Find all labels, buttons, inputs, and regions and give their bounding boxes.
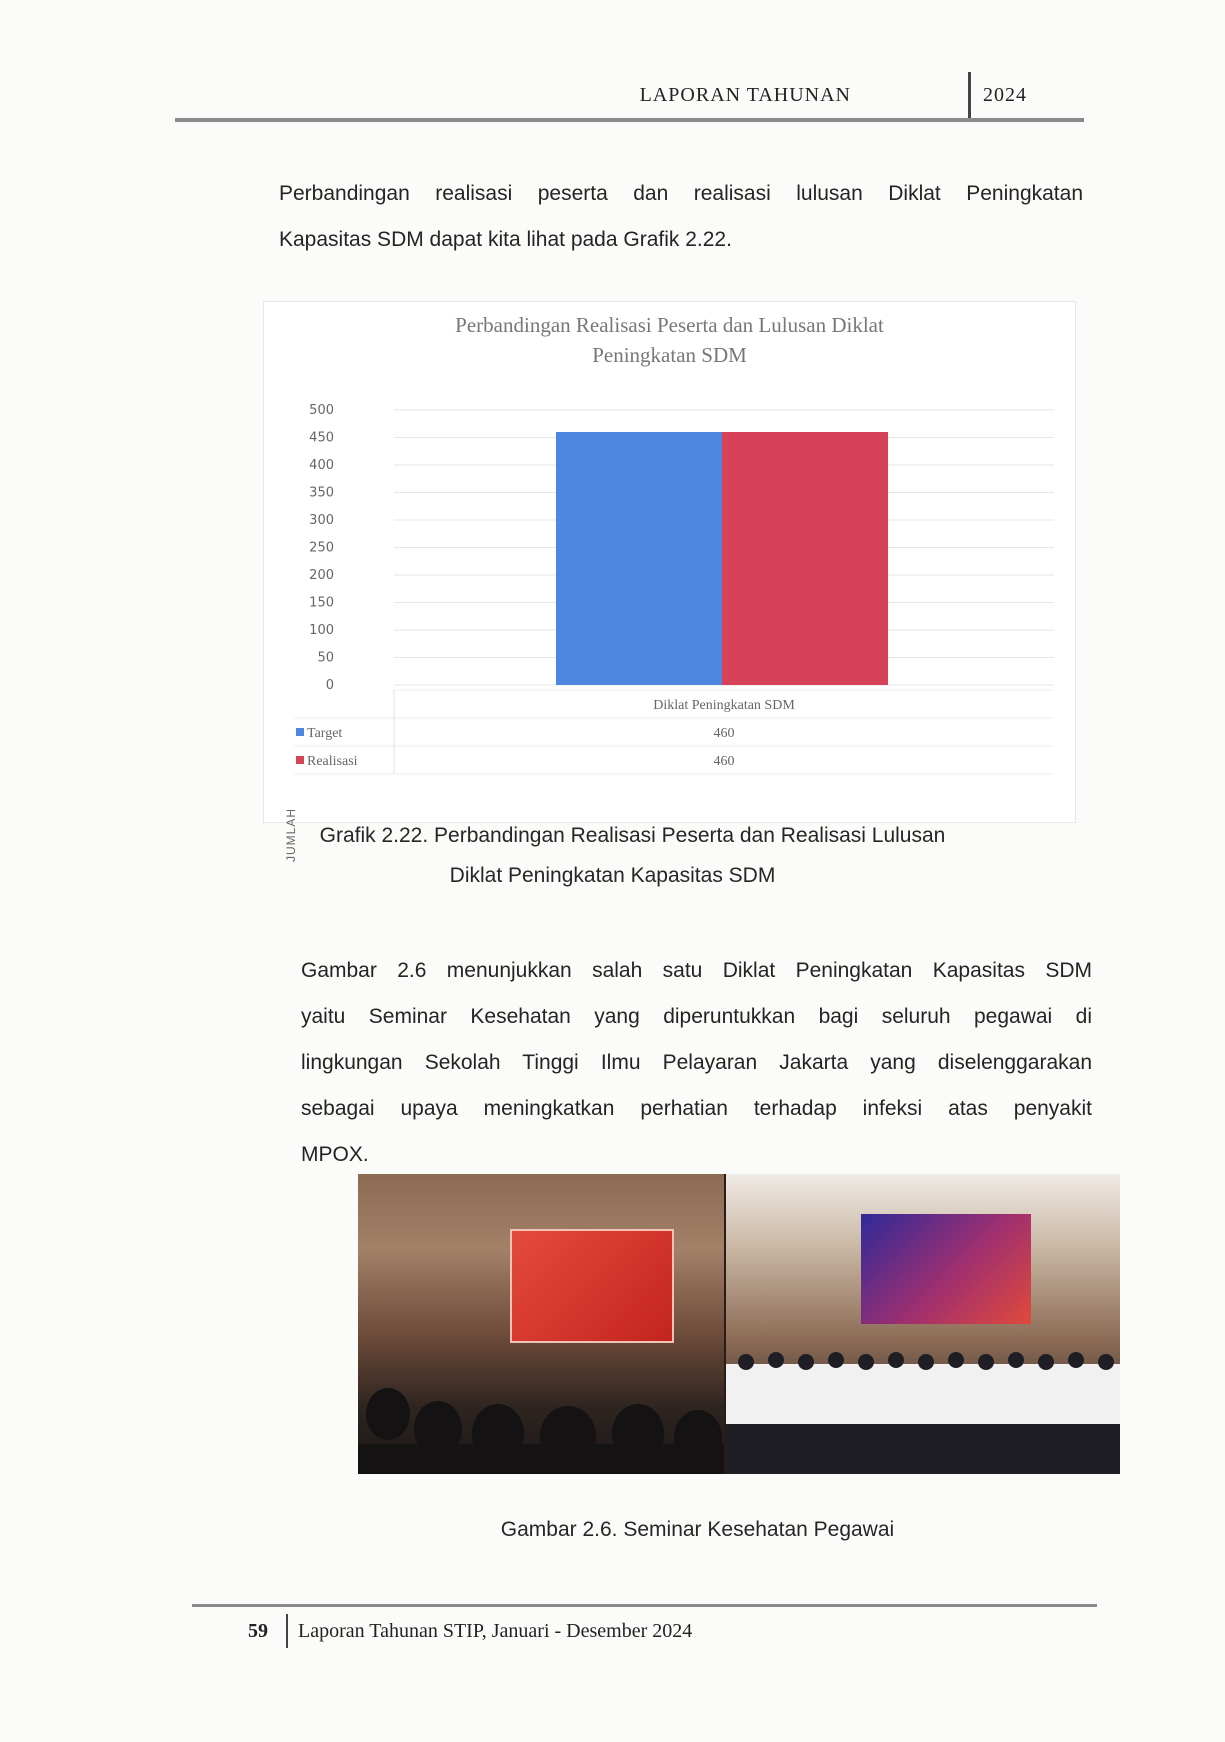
intro-paragraph	[279, 171, 1083, 263]
chart-caption-line-1: Grafik 2.22. Perbandingan Realisasi Peserta dan Realisasi Lulusan	[319, 824, 946, 847]
body-paragraph	[301, 948, 1092, 1178]
audience-silhouettes	[358, 1374, 724, 1474]
group-silhouettes	[726, 1344, 1120, 1474]
legend-swatch-target	[296, 728, 304, 736]
chart-plot	[264, 302, 1075, 822]
y-tick-label: 50	[317, 650, 334, 666]
chart-title-line-2: Peningkatan SDM	[592, 343, 747, 367]
projection-screen	[510, 1229, 674, 1343]
y-tick-label: 0	[325, 678, 334, 693]
chart-caption	[0, 816, 1225, 896]
seminar-photos	[358, 1174, 1120, 1474]
projection-screen-2	[861, 1214, 1031, 1324]
legend-label-target: Target	[307, 726, 343, 741]
footer-rule	[192, 1604, 1097, 1607]
footer-text: Laporan Tahunan STIP, Januari - Desember 2024	[298, 1620, 693, 1642]
seminar-photo-group	[726, 1174, 1120, 1474]
body-line-4: sebagai upaya meningkatkan perhatian terhadap infeksi atas penyakit	[301, 1097, 1092, 1120]
body-line-3: lingkungan Sekolah Tinggi Ilmu Pelayaran Jakarta yang diselenggarakan	[301, 1051, 1092, 1074]
page-number: 59	[248, 1620, 268, 1642]
seminar-photo-presentation	[358, 1174, 724, 1474]
running-header-year: 2024	[983, 84, 1027, 106]
chart-caption-line-2: Diklat Peningkatan Kapasitas SDM	[449, 864, 776, 887]
legend-swatch-realisasi	[296, 756, 304, 764]
photo-caption: Gambar 2.6. Seminar Kesehatan Pegawai	[500, 1518, 895, 1541]
y-tick-label: 350	[309, 485, 334, 501]
header-rule	[175, 118, 1084, 122]
intro-line-2: Kapasitas SDM dapat kita lihat pada Grafik 2.22.	[279, 228, 732, 251]
y-tick-label: 300	[309, 513, 334, 528]
header-separator	[968, 72, 971, 120]
legend-label-realisasi: Realisasi	[307, 754, 358, 769]
y-axis-label: JUMLAH	[284, 807, 298, 862]
y-tick-label: 100	[309, 623, 334, 638]
y-tick-label: 200	[309, 568, 334, 583]
bar-realisasi	[722, 432, 888, 685]
y-tick-label: 450	[309, 430, 334, 446]
body-line-5: MPOX.	[301, 1143, 369, 1166]
y-tick-label: 400	[309, 458, 334, 473]
body-line-1: Gambar 2.6 menunjukkan salah satu Diklat Peningkatan Kapasitas SDM	[301, 959, 1092, 982]
data-label-target: 460	[713, 726, 735, 741]
data-label-realisasi: 460	[713, 754, 735, 769]
intro-line-1: Perbandingan realisasi peserta dan realisasi lulusan Diklat Peningkatan	[279, 182, 1083, 205]
x-category-label: Diklat Peningkatan SDM	[653, 698, 795, 713]
running-header-title: LAPORAN TAHUNAN	[639, 84, 851, 106]
footer-separator	[286, 1614, 288, 1648]
body-line-2: yaitu Seminar Kesehatan yang diperuntukkan bagi seluruh pegawai di	[301, 1005, 1092, 1028]
chart-title-line-1: Perbandingan Realisasi Peserta dan Lulusan Diklat	[455, 313, 884, 337]
y-tick-label: 500	[309, 403, 334, 418]
y-tick-label: 150	[309, 595, 334, 611]
y-tick-label: 250	[309, 540, 334, 556]
bar-target	[556, 432, 722, 685]
